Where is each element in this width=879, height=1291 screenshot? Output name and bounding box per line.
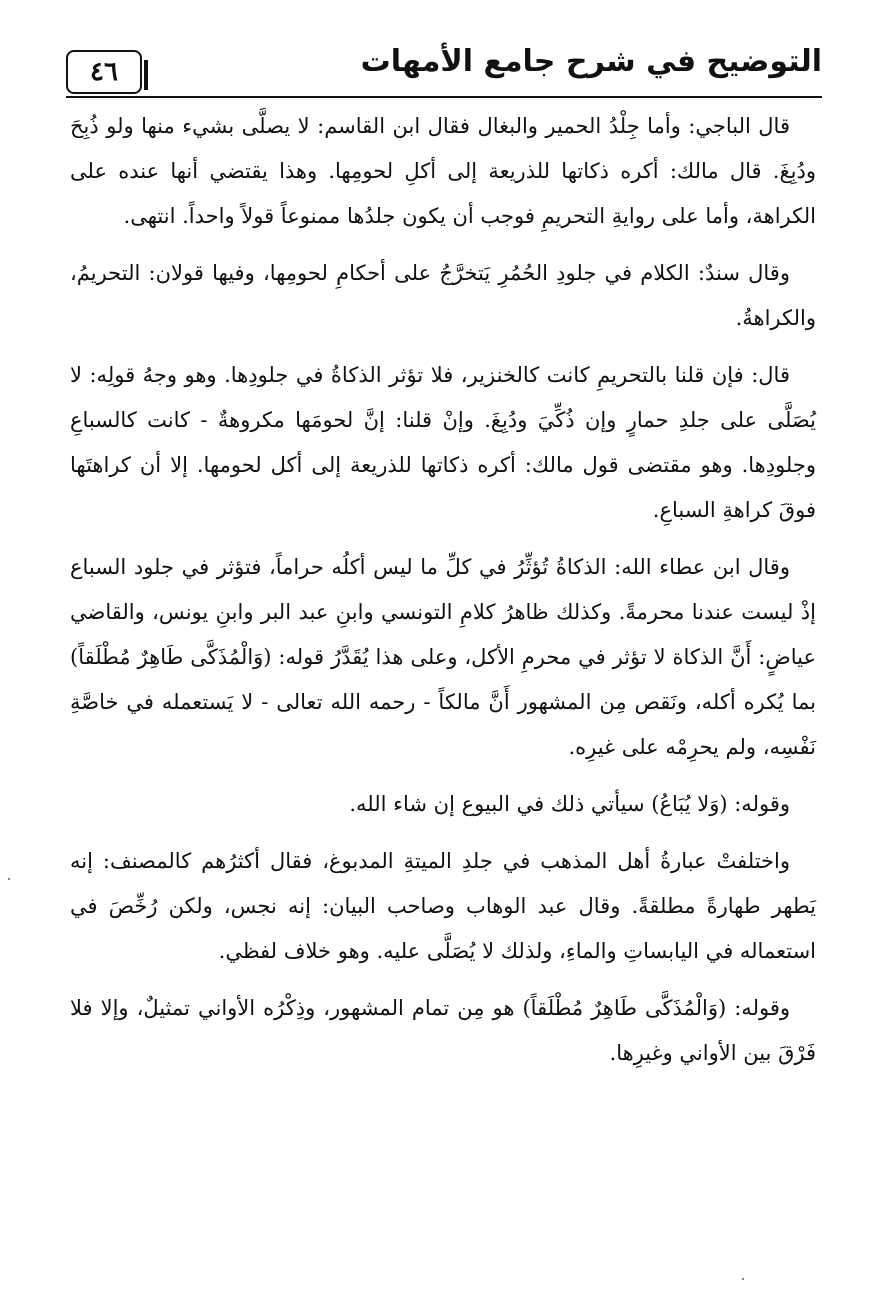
running-head (66, 40, 822, 96)
paragraph-3: قال: فإن قلنا بالتحريمِ كانت كالخنزير، فلا تؤثر الذكاةُ في جلودِها. وهو وجهُ قولِه: لا يُصَلَّى على جلدِ حمارٍ وإن ذُكِّيَ ودُبِغَ. وإنْ قلنا: إنَّ لحومَها مكروهةٌ - كانت كالسباعِ وجلودِها. وهو مقتضى قول مالك: أكره ذكاتها للذريعة إلى أكل لحومها. إلا أن كراهتَها فوقَ كراهةِ السباعِ. (70, 363, 816, 522)
page-number: ٤٦ (66, 50, 142, 94)
scan-speck (8, 878, 10, 880)
header-divider (66, 96, 822, 98)
paragraph-6: واختلفتْ عبارةُ أهل المذهب في جلدِ الميتةِ المدبوغ، فقال أكثرُهم كالمصنف: إنه يَطهر طهارةً مطلقةً. وقال عبد الوهاب وصاحب البيان: إنه نجس، ولكن رُخِّصَ في استعماله في اليابساتِ والماءِ، ولذلك لا يُصَلَّى عليه. وهو خلاف لفظي. (70, 849, 816, 963)
book-title: التوضيح في شرح جامع الأمهات (360, 44, 822, 79)
paragraph-5: وقوله: (وَلا يُبَاعُ) سيأتي ذلك في البيوع إن شاء الله. (349, 792, 790, 816)
paragraph-2: وقال سندٌ: الكلام في جلودِ الحُمُرِ يَتخرَّجُ على أحكامِ لحومِها، وفيها قولان: التحريمُ، والكراهةُ. (70, 261, 816, 330)
scan-speck (742, 1278, 744, 1280)
body-text (70, 104, 816, 1088)
paragraph-7: وقوله: (وَالْمُذَكَّى طَاهِرٌ مُطْلَقاً) هو مِن تمام المشهور، وذِكْرُه الأواني تمثيلٌ، وإلا فلا فَرْقَ بين الأواني وغيرِها. (70, 996, 816, 1065)
paragraph-1: قال الباجي: وأما جِلْدُ الحمير والبغال فقال ابن القاسم: لا يصلَّى بشيء منها ولو ذُبِحَ ودُبِغَ. قال مالك: أكره ذكاتها للذريعة إلى أكلِ لحومِها. وهذا يقتضي أنها عنده على الكراهة، وأما على روايةِ التحريمِ فوجب أن يكون جلدُها ممنوعاً قولاً واحداً. انتهى. (70, 114, 816, 228)
paragraph-4: وقال ابن عطاء الله: الذكاةُ تُؤثِّرُ في كلِّ ما ليس أكلُه حراماً، فتؤثر في جلود السباع إذْ ليست عندنا محرمةً. وكذلك ظاهرُ كلامِ التونسي وابنِ عبد البر وابنِ يونس، والقاضي عياضٍ: أَنَّ الذكاة لا تؤثر في محرمِ الأكل، وعلى هذا يُقَدَّرُ قوله: (وَالْمُذَكَّى طَاهِرٌ مُطْلَقاً) بما يُكره أكله، ونَقص مِن المشهور أَنَّ مالكاً - رحمه الله تعالى - لا يَستعمله في خاصَّةِ نَفْسِه، ولم يحرِمْه على غيرِه. (70, 555, 816, 759)
